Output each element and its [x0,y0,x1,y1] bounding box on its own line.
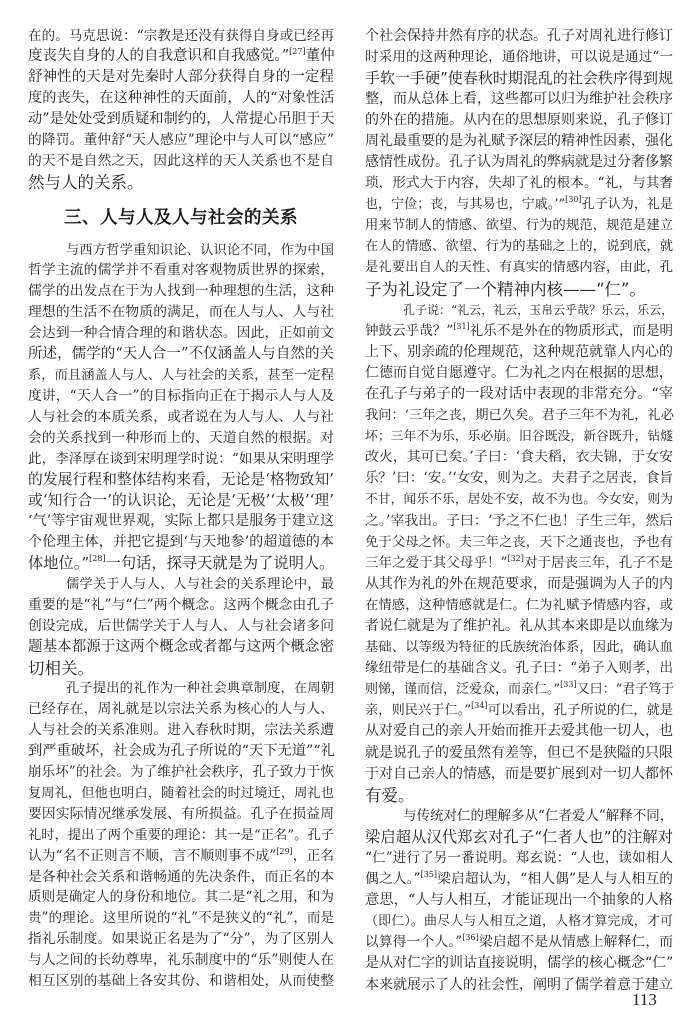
citation-marker: [29] [276,846,293,856]
text-line: 有爱。 [365,785,415,805]
text-line: 重要的是“礼”与“仁”两个概念。这两个概念由孔子 [28,596,334,613]
text-line: 此，李泽厚在谈到宋明理学时说：“如果从宋明理学 [28,450,334,467]
text-line: 是礼要出自人的天性、有真实的情感内容，由此，孔 [365,260,673,276]
text-line: 人与社会的本质关系，或者说在为人与人、人与社 [28,408,334,425]
text-line: 与人之间的长幼尊卑，礼乐制度中的“乐”则使人在 [28,952,334,969]
text-line: 儒学的出发点在于为人找到一种理想的生活，这种 [28,283,334,300]
text-line: 个伦理主体，并把它提到‘与天地参’的超道德的本 [28,534,334,551]
text-line: 度丧失自身的人的自我意识和自我感觉。”[27]董仲 [28,47,335,65]
text-line: 舒神性的天是对先秦时人部分获得自身的一定程 [28,69,334,86]
text-line: 琐，形式大于内容，失却了礼的根本。“礼，与其奢 [365,175,673,192]
text-line: 免于父母之怀。夫三年之丧，天下之通丧也，予也有 [365,534,673,550]
text-line: 动”是处处受到质疑和制约的，人常提心吊胆于天 [28,111,335,128]
text-line: 在的。马克思说：“宗教是还没有获得自身或已经再 [28,27,334,44]
text-line: 梁启超从汉代郑玄对孔子“仁者人也”的注解对 [365,827,673,846]
text-line: 与西方哲学重知识论、认识论不同，作为中国 [66,242,334,258]
text-line: 是各种社会关系和谐畅通的先决条件，而正名的本 [28,868,334,885]
text-line: 的外在的措施。从内在的思想原则来说，孔子修订 [365,111,673,128]
text-line: 改火，其可已矣。’子曰：‘食夫稻，衣夫锦，于女安 [365,449,673,466]
citation-marker: [32] [507,553,524,563]
text-line: 手软一手硬”使春秋时期混乱的社会秩序得到规 [365,68,673,87]
text-line: 时采用的这两种理论，通俗地讲，可以说是通过“一 [365,48,673,65]
text-line: 要因实际情况继承发展、有所损益。孔子在损益周 [28,805,334,822]
text-line: 三年之爱于其父母乎！”[32]对于居丧三年，孔子不是 [365,553,674,571]
text-line: 偶之人。”[35]梁启超认为，“相人偶”是人与人相互的 [365,870,674,888]
text-line: 钟鼓云乎哉？”[31]礼乐不是外在的物质形式，而是明 [365,321,674,339]
text-line: 会达到一种合情合理的和谐状态。因此，正如前文 [28,325,334,342]
text-line: 孔子提出的礼作为一种社会典章制度，在周朝 [66,681,334,697]
text-line: 就是说孔子的爱虽然有差等，但已不是狭隘的只限 [365,744,673,761]
text-line: 贵”的理论。这里所说的“礼”不是狭义的“礼”，而是 [28,910,334,927]
text-line: （即仁）。曲尽人与人相互之道，人格才算完成，才可 [365,914,673,930]
text-line: 孔子说：“礼云，礼云，玉帛云乎哉？乐云，乐云， [403,302,674,317]
citation-marker: [33] [560,680,577,690]
citation-marker: [30] [565,195,582,205]
text-line: 于对自己亲人的情感，而是要扩展到对一切人都怀 [365,765,673,782]
text-line: 我问：‘三年之丧，期已久矣。君子三年不为礼，礼必 [365,408,674,424]
text-line: 度的丧失，在这种神性的天面前，人的“对象性活 [28,90,335,107]
text-line: 是从对仁字的训诂直接说明，儒学的核心概念“仁” [365,955,674,972]
text-line: 从其作为礼的外在规范要求，而是强调为人子的内 [365,575,673,592]
text-line: 在人的情感、欲望、行为的基础之上的，说到底，就 [365,239,673,255]
citation-marker: [27] [289,47,306,57]
text-line: 基础、以等级为特征的氏族统治体系，因此，确认血 [365,640,673,656]
citation-marker: [34] [471,701,488,711]
text-line: 切相关。 [28,658,94,678]
text-line: 以算得一个人。”[36]梁启超不是从情感上解释仁，而 [365,933,673,951]
text-line: 会的关系找到一种形而上的、天道自然的根据。对 [28,429,334,446]
text-line: 指礼乐制度。如果说正名是为了“分”，为了区别人 [28,931,334,948]
text-line: 的发展行程和整体结构来看，无论是‘格物致知’ [28,471,334,489]
text-line: “仁”进行了另一番说明。郑玄说：“人也，读如相人 [365,849,673,866]
text-line: 的天不是自然之天，因此这样的天人关系也不是自 [28,152,334,169]
text-line: 已经存在，周礼就是以宗法关系为核心的人与人、 [28,701,334,718]
text-line: 坏；三年不为乐，乐必崩。旧谷既没，新谷既升，钻燧 [365,429,673,445]
citation-marker: [28] [89,554,106,563]
text-line: 质则是确定人的身份和地位。其二是“礼之用，和为 [28,889,334,906]
text-line: 子为礼设定了一个精神内核——“仁”。 [365,279,646,299]
text-line: 仁德而自觉自愿遵守。仁为礼之内在根据的思想， [365,364,673,381]
text-line: 相互区别的基础上各安其份、和谐相处，从而使整 [28,973,334,989]
text-line: 哲学主流的儒学并不看重对客观物质世界的探索， [28,262,334,279]
text-line: 礼时，提出了两个重要的理论：其一是“正名”。孔子 [28,827,334,843]
text-line: 不甘，闻乐不乐，居处不安，故不为也。今女安，则为 [365,492,673,508]
text-line: 则悌，谨而信，泛爱众，而亲仁。”[33]又曰：“君子笃于 [365,680,675,698]
text-line: 在孔子与弟子的一段对话中表现的非常充分。“宰 [365,386,673,402]
text-line: 也，宁俭；丧，与其易也，宁戚。’”[30]孔子认为，礼是 [365,195,673,213]
text-line: 感情性成份。孔子认为周礼的弊病就是过分奢侈繁 [365,154,673,171]
text-line: 复周礼，但他也明白，随着社会的时过境迁，周礼也 [28,785,334,801]
text-line: 或‘知行合一’的认识论，无论是‘无极’‘太极’‘理’ [28,492,334,510]
text-line: 理想的生活不在物质的满足，而在人与人、人与社 [28,304,334,321]
text-line: 与传统对仁的理解多从“仁者爱人”解释不同， [403,807,674,824]
text-line: 者说仁就是为了维护礼。礼从其本来即是以血缘为 [365,617,673,634]
page-number: 113 [632,990,657,1009]
text-line: 所述，儒学的“天人合一”不仅涵盖人与自然的关 [28,346,334,362]
text-line: 意思，“人与人相互，才能证现出一个抽象的人格 [365,892,673,909]
text-line: 之。’宰我出。子曰：‘予之不仁也！子生三年，然后 [365,512,673,529]
text-line: 周礼最重要的是为礼赋予深层的精神性因素，强化 [365,132,673,149]
text-line: 在情感，这种情感就是仁。仁为礼赋予情感内容，或 [365,597,673,613]
text-line: 系，而且涵盖人与人、人与社会的关系，甚至一定程 [28,367,334,383]
text-line: 整，而从总体上看，这些都可以归为维护社会秩序 [365,90,673,107]
text-line: 个社会保持井然有序的状态。孔子对周礼进行修订 [365,27,673,44]
text-line: 到严重破坏，社会成为孔子所说的“天下无道”“礼 [28,743,335,760]
citation-marker: [31] [453,321,470,331]
text-line: 的降罚。董仲舒“天人感应”理论中与人可以“感应” [28,132,334,148]
text-line: 缘纽带是仁的基础含义。孔子曰：“弟子入则孝，出 [365,660,673,677]
section-heading: 三、人与人及人与社会的关系 [64,208,298,228]
text-line: 上下、别亲疏的伦理规范，这种规范就靠人内心的 [365,343,673,360]
text-line: 人与社会的关系准则。进入春秋时期，宗法关系遭 [28,722,334,739]
text-line: 用来节制人的情感、欲望、行为的规范，规范是建立 [365,218,673,234]
text-line: 认为“名不正则言不顺，言不顺则事不成”[29]，正名 [28,846,334,864]
text-line: 题基本都源于这两个概念或者都与这两个概念密 [28,638,334,655]
text-line: 亲，则民兴于仁。”[34]可以看出，孔子所说的仁，就是 [365,701,674,719]
text-line: ‘气’等宇宙观世界观，实际上都只是服务于建立这 [28,513,334,530]
citation-marker: [36] [462,933,479,943]
text-line: 度讲，“天人合一”的目标指向正在于揭示人与人及 [28,387,334,404]
citation-marker: [35] [420,870,438,880]
text-line: 崩乐坏”的社会。为了维护社会秩序，孔子致力于恢 [28,764,334,780]
text-line: 乐？’曰：‘安。’‘女安，则为之。夫君子之居丧，食旨 [365,470,673,487]
text-line: 从对爱自己的亲人开始而推开去爱其他一切人，也 [365,723,673,740]
text-line: 然与人的关系。 [28,172,144,192]
text-line: 创设完成，后世儒学关于人与人、人与社会诸多问 [28,617,334,634]
text-line: 体地位。”[28]一句话，探寻天就是为了说明人。 [28,554,335,572]
text-line: 儒学关于人与人、人与社会的关系理论中，最 [66,576,334,592]
text-line: 本来就展示了人的社会性，阐明了儒学着意于建立 [365,976,673,993]
